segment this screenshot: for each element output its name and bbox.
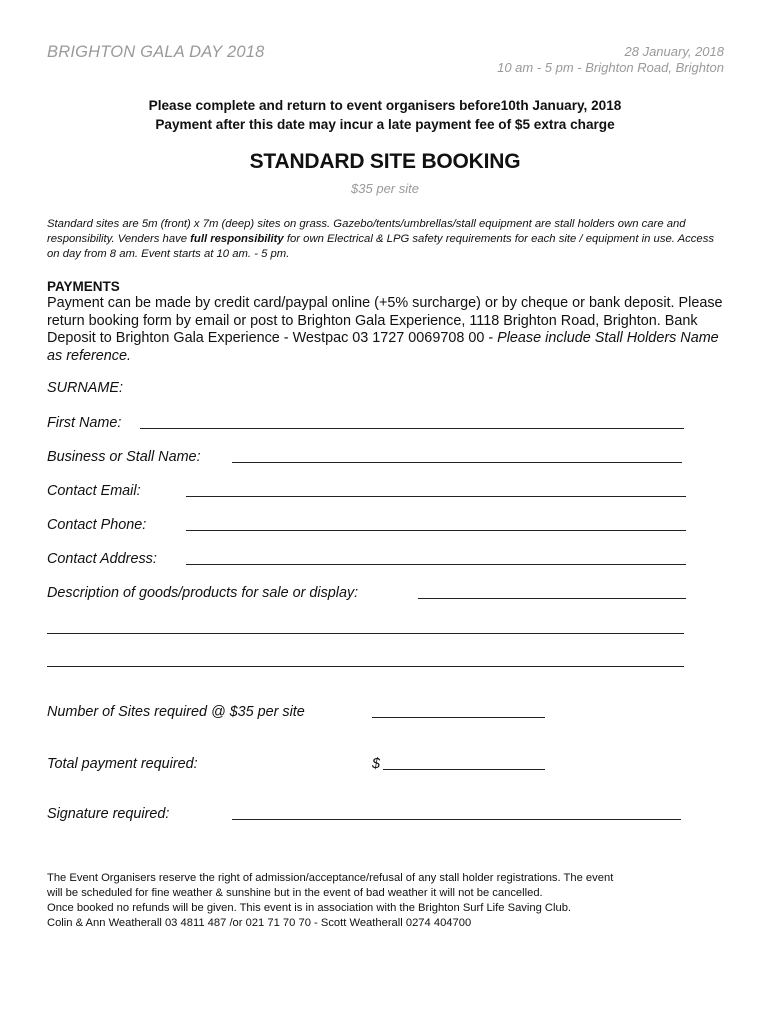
surname-label: SURNAME: xyxy=(47,380,123,396)
business-name-field[interactable] xyxy=(232,462,682,463)
description-bold: full responsibility xyxy=(190,233,284,245)
sites-required-label: Number of Sites required @ $35 per site xyxy=(47,704,305,720)
late-fee-notice: Payment after this date may incur a late payment fee of $5 extra charge xyxy=(155,117,615,132)
footer-line-1: The Event Organisers reserve the right of admission/acceptance/refusal of any stall holder registrations. The event xyxy=(47,872,614,884)
address-field[interactable] xyxy=(186,564,686,565)
address-label: Contact Address: xyxy=(47,551,157,567)
email-label: Contact Email: xyxy=(47,483,141,499)
description-text-1: Standard sites are 5m (front) x 7m (deep) sites on grass. Gazebo/tents/umbrellas/stall equipment are stall holders own care and responsibility. Venders have xyxy=(47,218,686,245)
event-date: 28 January, 2018 xyxy=(624,44,724,59)
business-name-label: Business or Stall Name: xyxy=(47,449,201,465)
payments-heading: PAYMENTS xyxy=(47,279,120,294)
first-name-field[interactable] xyxy=(140,428,684,429)
event-title: BRIGHTON GALA DAY 2018 xyxy=(47,43,265,61)
phone-field[interactable] xyxy=(186,530,686,531)
footer-line-3: Once booked no refunds will be given. This event is in association with the Brighton Surf Life Saving Club. xyxy=(47,902,572,914)
goods-description-line-3[interactable] xyxy=(47,666,684,667)
return-deadline: Please complete and return to event organisers before10th January, 2018 xyxy=(148,98,622,113)
event-time-location: 10 am - 5 pm - Brighton Road, Brighton xyxy=(497,60,724,75)
phone-label: Contact Phone: xyxy=(47,517,147,533)
return-notice xyxy=(0,96,770,134)
total-payment-field[interactable] xyxy=(383,769,545,770)
signature-field[interactable] xyxy=(232,819,681,820)
description-text-2: for own Electrical & LPG safety requirements for each site / equipment in use. Access on day from 8 am. Event starts at 10 am. - 5 pm. xyxy=(47,233,715,260)
goods-description-field[interactable] xyxy=(418,598,686,599)
total-payment-label: Total payment required: xyxy=(47,756,198,772)
goods-description-label: Description of goods/products for sale or display: xyxy=(47,585,359,601)
footer-terms xyxy=(47,871,727,931)
payments-text xyxy=(47,295,727,365)
site-description xyxy=(47,217,727,262)
signature-label: Signature required: xyxy=(47,806,170,822)
email-field[interactable] xyxy=(186,496,686,497)
event-date-location xyxy=(497,44,724,76)
payments-instructions: Payment can be made by credit card/paypal online (+5% surcharge) or by cheque or bank deposit. Please return booking form by email or post to Brighton Gala Experience, 1118 Brighton Road, Brighton. Bank Deposit to Brighton Gala Experience - Westpac 03 1727 0069708 00 - xyxy=(47,295,723,346)
first-name-label: First Name: xyxy=(47,415,122,431)
goods-description-line-2[interactable] xyxy=(47,633,684,634)
payments-reference: Please include Stall Holders Name as reference. xyxy=(47,330,719,364)
footer-contacts: Colin & Ann Weatherall 03 4811 487 /or 021 71 70 70 - Scott Weatherall 0274 404700 xyxy=(47,917,472,929)
site-price: $35 per site xyxy=(351,181,419,196)
sites-required-field[interactable] xyxy=(372,717,545,718)
dollar-sign: $ xyxy=(372,756,381,772)
page-title: STANDARD SITE BOOKING xyxy=(249,150,521,173)
footer-line-2: will be scheduled for fine weather & sunshine but in the event of bad weather it will not be cancelled. xyxy=(47,887,543,899)
